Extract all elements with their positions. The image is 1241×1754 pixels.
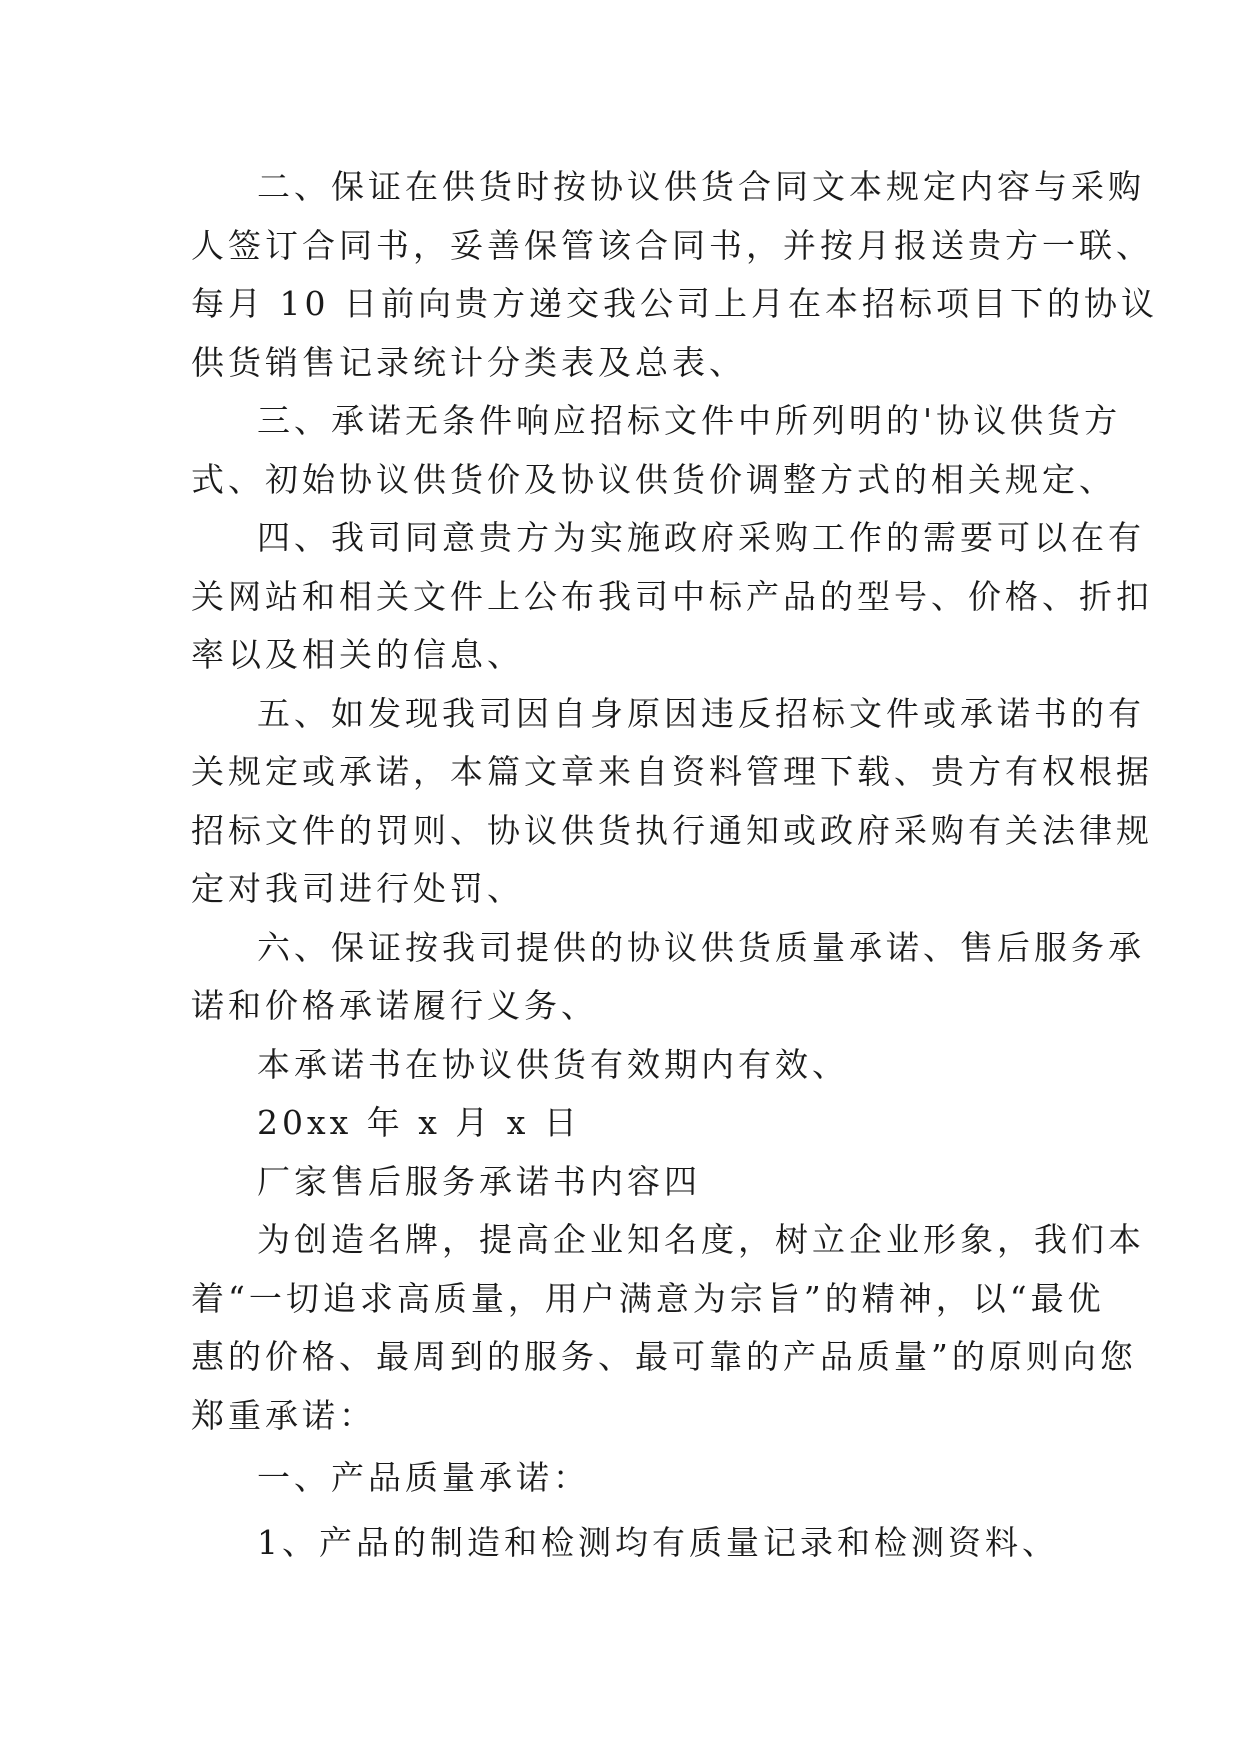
paragraph-line: 率以及相关的信息、 bbox=[191, 635, 524, 674]
paragraph-line: 每月 10 日前向贵方递交我公司上月在本招标项目下的协议 bbox=[191, 284, 1158, 323]
paragraph-line: 郑重承诺： bbox=[191, 1395, 376, 1435]
paragraph-line: 关规定或承诺，本篇文章来自资料管理下载、贵方有权根据 bbox=[191, 752, 1153, 791]
paragraph-line: 供货销售记录统计分类表及总表、 bbox=[191, 342, 746, 382]
subsection-heading: 一、产品质量承诺： bbox=[257, 1458, 590, 1497]
document-body bbox=[191, 158, 1158, 1575]
paragraph-line: 人签订合同书，妥善保管该合同书，并按月报送贵方一联、 bbox=[191, 225, 1153, 265]
paragraph-line: 二、保证在供货时按协议供货合同文本规定内容与采购 bbox=[257, 167, 1145, 206]
paragraph-line: 关网站和相关文件上公布我司中标产品的型号、价格、折扣 bbox=[191, 576, 1153, 616]
paragraph-line: 招标文件的罚则、协议供货执行通知或政府采购有关法律规 bbox=[191, 810, 1153, 850]
list-item: 1、产品的制造和检测均有质量记录和检测资料、 bbox=[257, 1523, 1059, 1562]
section-heading: 厂家售后服务承诺书内容四 bbox=[257, 1161, 701, 1201]
paragraph-line: 本承诺书在协议供货有效期内有效、 bbox=[257, 1044, 849, 1084]
paragraph-line: 为创造名牌，提高企业知名度，树立企业形象，我们本 bbox=[257, 1220, 1145, 1259]
paragraph-line: 四、我司同意贵方为实施政府采购工作的需要可以在有 bbox=[257, 518, 1145, 557]
paragraph-line: 诺和价格承诺履行义务、 bbox=[191, 986, 598, 1025]
paragraph-line: 式、初始协议供货价及协议供货价调整方式的相关规定、 bbox=[191, 459, 1116, 499]
paragraph-line: 五、如发现我司因自身原因违反招标文件或承诺书的有 bbox=[257, 693, 1145, 733]
date-line: 20xx 年 x 月 x 日 bbox=[257, 1103, 581, 1142]
paragraph-line: 着“一切追求高质量，用户满意为宗旨”的精神，以“最优 bbox=[191, 1278, 1105, 1318]
paragraph-line: 三、承诺无条件响应招标文件中所列明的'协议供货方 bbox=[257, 401, 1122, 440]
paragraph-line: 六、保证按我司提供的协议供货质量承诺、售后服务承 bbox=[257, 927, 1145, 967]
paragraph-line: 惠的价格、最周到的服务、最可靠的产品质量”的原则向您 bbox=[191, 1337, 1137, 1376]
paragraph-line: 定对我司进行处罚、 bbox=[191, 869, 524, 908]
